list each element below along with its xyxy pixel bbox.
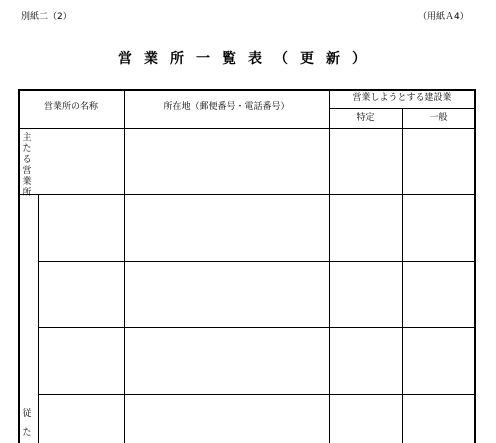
row-label-sub-office: 従た	[22, 409, 32, 438]
row-border-main-office	[18, 194, 476, 195]
col-header-specified: 特定	[356, 113, 375, 123]
page-title: 営業所一覧表（更新）	[118, 51, 378, 67]
col-header-address: 所在地（郵便番号・電話番号）	[163, 102, 290, 112]
paper-size-note: （用紙Ａ4）	[418, 12, 469, 22]
table-right-border	[474, 89, 476, 443]
col-header-business: 営業しようとする建設業	[352, 93, 452, 103]
col-header-general: 一般	[429, 113, 448, 123]
col-divider-address-business	[329, 89, 330, 443]
table-top-border	[18, 89, 476, 91]
attachment-number: 別紙二（2）	[21, 12, 72, 22]
col-header-office-name: 営業所の名称	[43, 102, 98, 112]
row-border-sub-3	[38, 394, 476, 395]
row-label-main-office: 主たる営業所	[22, 133, 32, 198]
col-divider-specified-general	[402, 108, 403, 443]
row-border-sub-1	[38, 261, 476, 262]
col-divider-name-address	[124, 89, 125, 443]
table-left-border	[18, 89, 20, 443]
header-bottom-border	[18, 128, 476, 129]
row-border-sub-2	[38, 327, 476, 328]
row-label-divider	[38, 194, 39, 443]
